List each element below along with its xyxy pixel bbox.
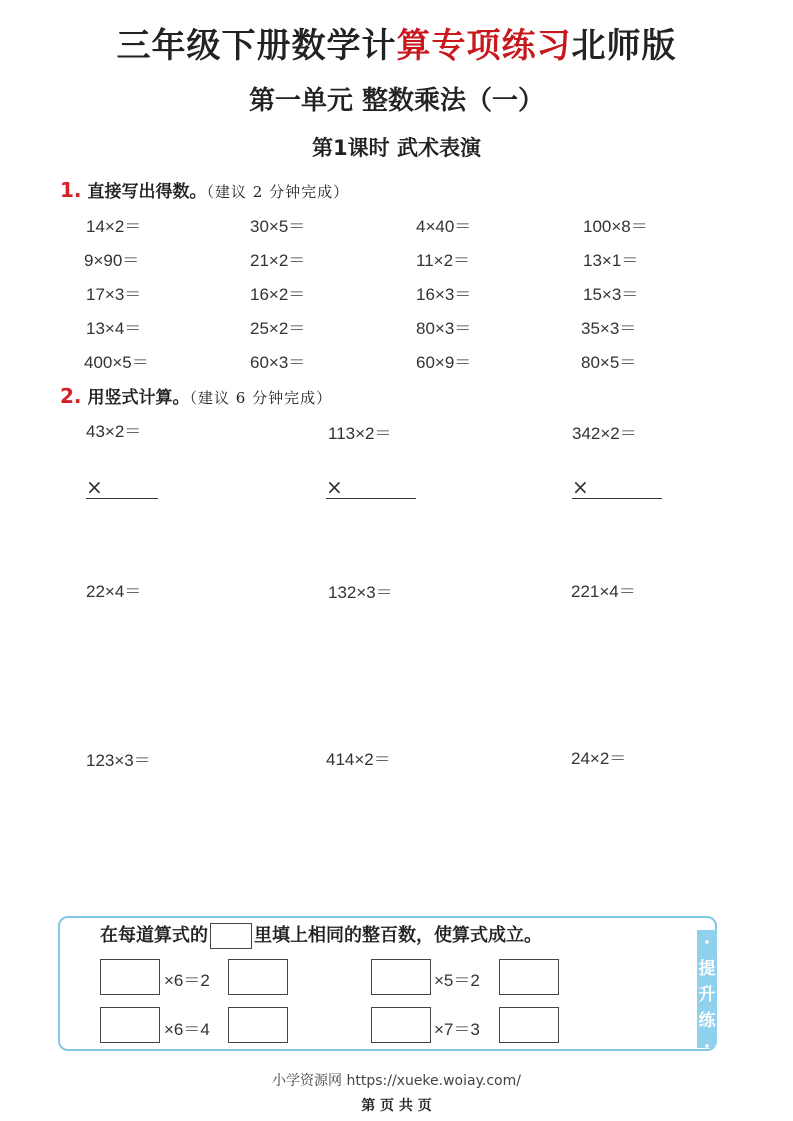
bonus-instructions [100,921,542,949]
q1-item: 25×2＝ [250,319,306,338]
q1-item: 400×5＝ [84,353,149,372]
q1-item: 14×2＝ [86,217,142,236]
q2-item: 43×2＝ [86,422,142,441]
q1-item: 16×2＝ [250,285,306,304]
answer-box[interactable] [499,959,559,995]
q1-number: 1. [60,178,82,202]
title-part-1: 三年级下册数学计 [116,26,397,66]
bonus-panel [58,916,717,1057]
answer-box[interactable] [371,1007,431,1043]
bonus-instructions-part-2: 里填上相同的整百数，使算式成立。 [254,925,542,946]
q2-item: 132×3＝ [328,583,393,602]
q1-item: 13×4＝ [86,319,142,338]
q2-item: 123×3＝ [86,751,151,770]
q2-item: 221×4＝ [571,582,636,601]
q1-item: 16×3＝ [416,285,472,304]
q1-heading [60,177,349,202]
answer-box[interactable] [228,959,288,995]
q1-hint: （建议 2 分钟完成） [206,183,350,201]
q1-text: 直接写出得数。 [87,182,207,202]
q2-text: 用竖式计算。 [87,388,190,408]
q2-heading [60,383,332,408]
q1-item: 11×2＝ [416,251,471,270]
q1-item: 4×40＝ [416,217,472,236]
source-link[interactable]: 小学资源网 https://xueke.woiay.com/ [272,1073,521,1089]
title-part-2-highlight: 算专项练习 [396,26,572,66]
answer-box[interactable] [499,1007,559,1043]
bonus-expr: ×7＝3 [434,1020,480,1039]
vertical-calc-line: × [86,478,158,499]
q2-number: 2. [60,384,82,408]
bonus-expr: ×5＝2 [434,971,480,990]
q1-item: 21×2＝ [250,251,306,270]
vertical-calc-line: × [572,478,662,499]
title-part-3: 北师版 [571,26,677,66]
q1-item: 60×9＝ [416,353,472,372]
q1-item: 13×1＝ [583,251,639,270]
page-number: 第 页 共 页 [361,1098,432,1114]
bonus-expr: ×6＝2 [164,971,210,990]
answer-box[interactable] [228,1007,288,1043]
q1-item: 60×3＝ [250,353,306,372]
q2-hint: （建议 6 分钟完成） [189,389,333,407]
page-title [0,18,793,67]
q1-item: 35×3＝ [581,319,637,338]
answer-box[interactable] [100,1007,160,1043]
q1-item: 80×5＝ [581,353,637,372]
level-up-tab: ·提升练· [697,930,717,1048]
bonus-instructions-part-1: 在每道算式的 [100,925,208,946]
q1-item: 30×5＝ [250,217,306,236]
answer-box[interactable] [100,959,160,995]
unit-heading: 第一单元 整数乘法（一） [248,86,545,116]
lesson-heading: 第1课时 武术表演 [312,136,481,160]
q2-item: 24×2＝ [571,749,627,768]
q1-item: 80×3＝ [416,319,472,338]
q1-item: 17×3＝ [86,285,142,304]
answer-box[interactable] [371,959,431,995]
q2-item: 342×2＝ [572,424,637,443]
q2-item: 414×2＝ [326,750,391,769]
bonus-expr: ×6＝4 [164,1020,210,1039]
q1-item: 15×3＝ [583,285,639,304]
vertical-calc-line: × [326,478,416,499]
q1-item: 9×90＝ [84,251,140,270]
q2-item: 113×2＝ [328,424,392,443]
example-blank-box [210,923,252,949]
q2-item: 22×4＝ [86,582,142,601]
q1-item: 100×8＝ [583,217,648,236]
